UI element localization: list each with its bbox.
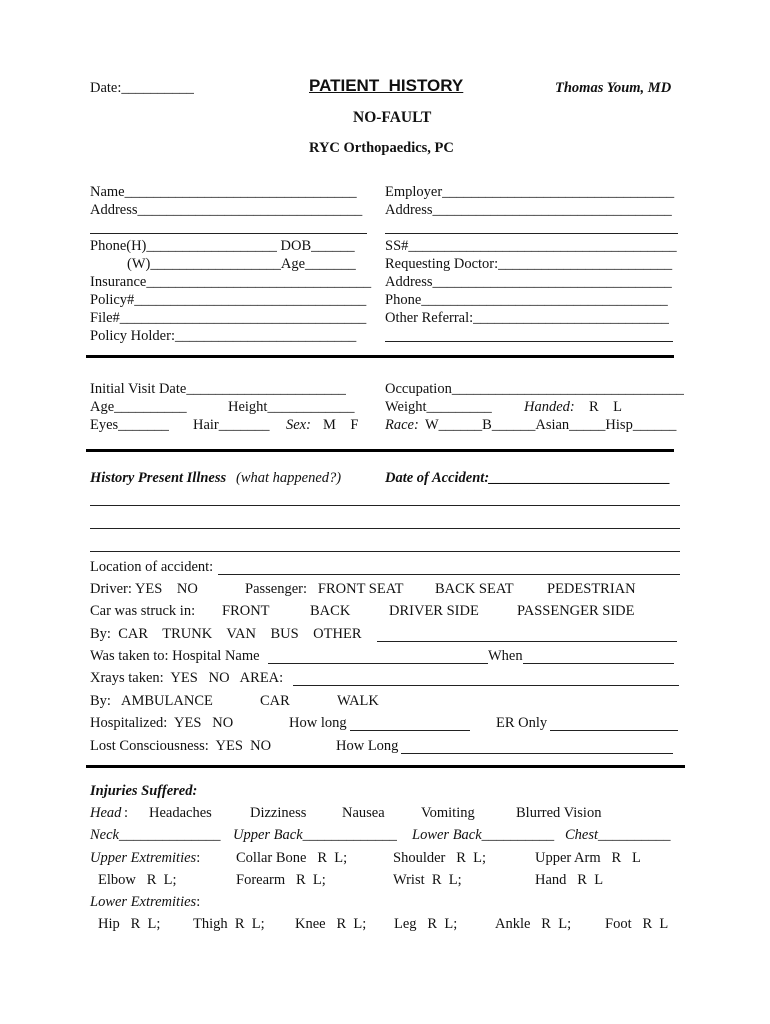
wrist-option[interactable]: Wrist R L; (393, 872, 462, 888)
transport-walk[interactable]: WALK (337, 693, 379, 709)
upper-extremities-label: Upper Extremities: (90, 850, 201, 866)
requesting-doctor-field[interactable]: Requesting Doctor:________________________ (385, 256, 673, 272)
handed-options[interactable]: R L (589, 399, 623, 415)
hospitalized-options[interactable]: Hospitalized: YES NO (90, 715, 234, 731)
leg-option[interactable]: Leg R L; (394, 916, 458, 932)
employer-field[interactable]: Employer________________________________ (385, 184, 675, 200)
front-option[interactable]: FRONT (222, 603, 270, 619)
er-only-line[interactable] (550, 730, 678, 731)
hip-option[interactable]: Hip R L; (98, 916, 161, 932)
handed-label: Handed: (524, 399, 575, 415)
xray-area-line[interactable] (293, 685, 679, 686)
nausea-option[interactable]: Nausea (342, 805, 385, 821)
elbow-option[interactable]: Elbow R L; (98, 872, 177, 888)
driver-options[interactable]: Driver: YES NO (90, 581, 198, 597)
file-field[interactable]: File#__________________________________ (90, 310, 367, 326)
referral-address-field[interactable]: Address_________________________________ (385, 274, 672, 290)
location-label: Location of accident: (90, 559, 214, 575)
back-option[interactable]: BACK (310, 603, 351, 619)
insurance-field[interactable]: Insurance_______________________________ (90, 274, 372, 290)
other-referral-line-2[interactable] (385, 341, 673, 342)
policy-field[interactable]: Policy#________________________________ (90, 292, 367, 308)
foot-option[interactable]: Foot R L (605, 916, 669, 932)
injuries-heading: Injuries Suffered: (90, 783, 198, 799)
shoulder-option[interactable]: Shoulder R L; (393, 850, 487, 866)
driver-side-option[interactable]: DRIVER SIDE (389, 603, 479, 619)
knee-option[interactable]: Knee R L; (295, 916, 367, 932)
when-line[interactable] (523, 663, 674, 664)
headaches-option[interactable]: Headaches (149, 805, 212, 821)
age-field[interactable]: Age__________ (90, 399, 187, 415)
date-field[interactable]: Date:__________ (90, 80, 194, 96)
chest-field[interactable]: Chest__________ (565, 827, 671, 843)
transport-car[interactable]: CAR (260, 693, 290, 709)
head-colon: : (124, 805, 129, 821)
race-label: Race: (385, 417, 419, 433)
lost-consciousness-options[interactable]: Lost Consciousness: YES NO (90, 738, 272, 754)
race-options[interactable]: W______B______Asian_____Hisp______ (425, 417, 677, 433)
section-divider (86, 355, 674, 358)
sex-options[interactable]: M F (323, 417, 359, 433)
car-struck-label: Car was struck in: (90, 603, 196, 619)
section-divider-2 (86, 449, 674, 452)
when-label: When (488, 648, 523, 664)
upper-arm-option[interactable]: Upper Arm R L (535, 850, 641, 866)
address-line-2[interactable] (90, 233, 367, 234)
weight-field[interactable]: Weight_________ (385, 399, 492, 415)
height-field[interactable]: Height____________ (228, 399, 355, 415)
how-long-2-label: How Long (336, 738, 399, 754)
referral-phone-field[interactable]: Phone__________________________________ (385, 292, 668, 308)
collar-bone-option[interactable]: Collar Bone R L; (236, 850, 348, 866)
other-line[interactable] (377, 641, 677, 642)
how-long-label: How long (289, 715, 347, 731)
illness-line-3[interactable] (90, 551, 680, 552)
occupation-field[interactable]: Occupation________________________________ (385, 381, 684, 397)
vomiting-option[interactable]: Vomiting (421, 805, 475, 821)
how-long-line[interactable] (350, 730, 470, 731)
location-line[interactable] (218, 574, 680, 575)
struck-by-options[interactable]: By: CAR TRUNK VAN BUS OTHER (90, 626, 362, 642)
date-of-accident-field[interactable]: Date of Accident:_________________________ (385, 470, 671, 486)
initial-visit-date-field[interactable]: Initial Visit Date______________________ (90, 381, 346, 397)
policy-holder-field[interactable]: Policy Holder:_________________________ (90, 328, 357, 344)
how-long-2-line[interactable] (401, 753, 673, 754)
transport-ambulance[interactable]: By: AMBULANCE (90, 693, 213, 709)
ss-field[interactable]: SS#_____________________________________ (385, 238, 677, 254)
forearm-option[interactable]: Forearm R L; (236, 872, 326, 888)
back-seat-option[interactable]: BACK SEAT (435, 581, 514, 597)
pedestrian-option[interactable]: PEDESTRIAN (547, 581, 636, 597)
lower-back-field[interactable]: Lower Back__________ (412, 827, 555, 843)
illness-line-1[interactable] (90, 505, 680, 506)
practice-name: RYC Orthopaedics, PC (309, 140, 454, 156)
hand-option[interactable]: Hand R L (535, 872, 604, 888)
form-subtitle: NO-FAULT (353, 109, 432, 126)
phone-home-dob-field[interactable]: Phone(H)__________________ DOB______ (90, 238, 355, 254)
doctor-name: Thomas Youm, MD (555, 80, 672, 96)
eyes-field[interactable]: Eyes_______ (90, 417, 169, 433)
employer-address-line-2[interactable] (385, 233, 678, 234)
thigh-option[interactable]: Thigh R L; (193, 916, 265, 932)
sex-label: Sex: (286, 417, 311, 433)
name-field[interactable]: Name________________________________ (90, 184, 357, 200)
ankle-option[interactable]: Ankle R L; (495, 916, 572, 932)
other-referral-field[interactable]: Other Referral:___________________________ (385, 310, 669, 326)
hair-field[interactable]: Hair_______ (193, 417, 270, 433)
lower-extremities-label: Lower Extremities: (90, 894, 201, 910)
upper-extremities-text: Upper Extremities (90, 850, 197, 866)
phone-work-age-field[interactable]: (W)__________________Age_______ (127, 256, 356, 272)
employer-address-field[interactable]: Address_________________________________ (385, 202, 672, 218)
neck-field[interactable]: Neck______________ (90, 827, 221, 843)
passenger-side-option[interactable]: PASSENGER SIDE (517, 603, 635, 619)
taken-to-label: Was taken to: Hospital Name (90, 648, 260, 664)
blurred-vision-option[interactable]: Blurred Vision (516, 805, 602, 821)
address-field[interactable]: Address_______________________________ (90, 202, 363, 218)
dizziness-option[interactable]: Dizziness (250, 805, 307, 821)
form-title: PATIENT HISTORY (309, 76, 464, 95)
xrays-options[interactable]: Xrays taken: YES NO AREA: (90, 670, 284, 686)
illness-heading-note: (what happened?) (236, 470, 342, 486)
upper-back-field[interactable]: Upper Back_____________ (233, 827, 397, 843)
er-only-label: ER Only (496, 715, 548, 731)
lower-extremities-text: Lower Extremities (90, 894, 197, 910)
section-divider-3 (86, 765, 685, 768)
hospital-name-line[interactable] (268, 663, 488, 664)
illness-heading: History Present Illness (90, 470, 227, 486)
head-label: Head (90, 805, 122, 821)
illness-line-2[interactable] (90, 528, 680, 529)
passenger-front-seat[interactable]: Passenger: FRONT SEAT (245, 581, 404, 597)
